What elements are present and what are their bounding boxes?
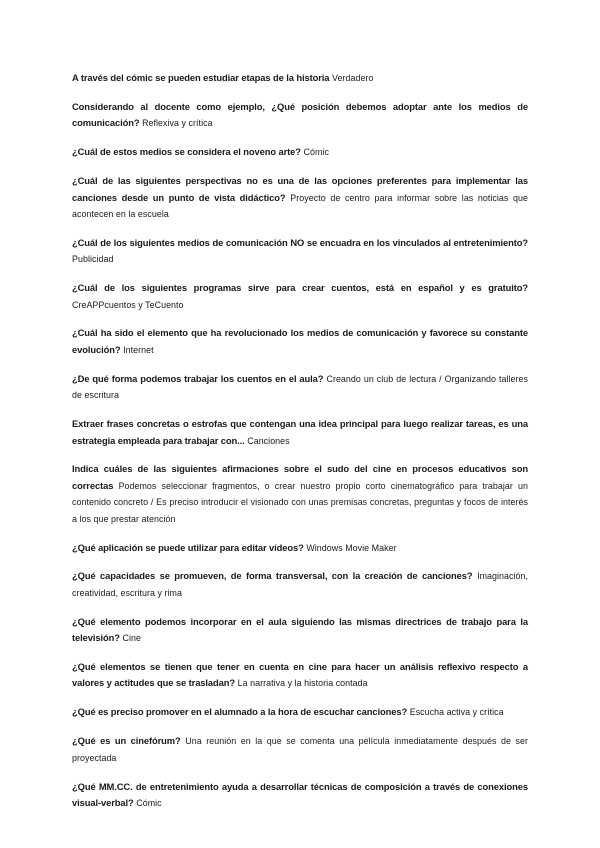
qa-item xyxy=(72,779,528,812)
answer-text: Windows Movie Maker xyxy=(306,542,397,553)
question-text: Extraer frases concretas o estrofas que contengan una idea principal para luego realizar tareas, es una estrategia empleada para trabajar con... xyxy=(72,418,528,446)
question-text: ¿Cuál de estos medios se considera el noveno arte? xyxy=(72,146,301,158)
qa-item xyxy=(72,325,528,358)
question-text: ¿Cuál de los siguientes medios de comunicación NO se encuadra en los vinculados al entretenimiento? xyxy=(72,236,528,248)
question-text: ¿Qué capacidades se promueven, de forma transversal, con la creación de canciones? xyxy=(72,570,473,582)
question-text: ¿De qué forma podemos trabajar los cuentos en el aula? xyxy=(72,372,324,384)
question-text: Considerando al docente como ejemplo, ¿Qué posición debemos adoptar ante los medios de comunicación? xyxy=(72,100,528,129)
question-text: ¿Qué MM.CC. de entretenimiento ayuda a desarrollar técnicas de composición a través de conexiones visual-verbal? xyxy=(72,780,528,808)
qa-item xyxy=(72,614,528,647)
question-text: ¿Cuál de las siguientes perspectivas no es una de las opciones preferentes para implementar las canciones desde un punto de vista didáctico? xyxy=(72,175,528,203)
question-text: ¿Cuál de los siguientes programas sirve para crear cuentos, está en español y es gratuito? xyxy=(72,282,528,294)
qa-item xyxy=(72,540,528,556)
question-text: Indica cuáles de las siguientes afirmaciones sobre el sudo del cine en procesos educativos son correctas xyxy=(72,463,528,491)
answer-text: Escucha activa y crítica xyxy=(409,707,504,718)
qa-item xyxy=(72,461,528,527)
qa-item xyxy=(72,70,528,86)
qa-item xyxy=(72,235,528,268)
answer-text: Cómic xyxy=(303,147,329,158)
qa-item xyxy=(72,280,528,313)
qa-item xyxy=(72,99,528,132)
answer-text: Podemos seleccionar fragmentos, o crear nuestro propio corto cinematográfico para trabajar un contenido concreto / Es preciso introducir el visionado con unas premisas concretas, preguntas y focos de interés a los que prestar atención xyxy=(72,480,528,524)
answer-text: Verdadero xyxy=(332,73,374,83)
question-text: ¿Qué es preciso promover en el alumnado a la hora de escuchar canciones? xyxy=(72,706,408,718)
qa-item xyxy=(72,371,528,404)
qa-item xyxy=(72,173,528,222)
answer-text: Imaginación, creatividad, escritura y rima xyxy=(72,571,528,598)
question-text: ¿Cuál ha sido el elemento que ha revolucionado los medios de comunicación y favorece su constante evolución? xyxy=(72,327,528,355)
answer-text: Reflexiva y crítica xyxy=(142,118,213,129)
qa-item xyxy=(72,144,528,160)
question-text: ¿Qué elementos se tienen que tener en cuenta en cine para hacer un análisis reflexivo respecto a valores y actitudes que se trasladan? xyxy=(72,661,528,689)
question-text: A través del cómic se pueden estudiar etapas de la historia xyxy=(72,72,330,83)
qa-item xyxy=(72,416,528,449)
answer-text: Creando un club de lectura / Organizando talleres de escritura xyxy=(72,373,529,401)
answer-text: Internet xyxy=(123,344,154,355)
answer-text: Proyecto de centro para informar sobre las noticias que acontecen en la escuela xyxy=(72,192,528,219)
answer-text: Cómic xyxy=(136,798,162,808)
question-text: ¿Qué aplicación se puede utilizar para editar vídeos? xyxy=(72,541,304,553)
answer-text: Publicidad xyxy=(72,254,114,265)
qa-item xyxy=(72,704,528,720)
question-text: ¿Qué es un cinefórum? xyxy=(72,735,181,747)
answer-text: Cine xyxy=(122,633,141,644)
answer-text: Canciones xyxy=(247,435,290,446)
qa-item xyxy=(72,659,528,692)
qa-item xyxy=(72,568,528,601)
question-text: ¿Qué elemento podemos incorporar en el aula siguiendo las mismas directrices de trabajo para la televisión? xyxy=(72,615,528,644)
answer-text: Una reunión en la que se comenta una película inmediatamente después de ser proyectada xyxy=(72,736,528,763)
answer-text: CreAPPcuentos y TeCuento xyxy=(72,299,184,310)
answer-text: La narrativa y la historia contada xyxy=(237,678,368,689)
qa-item xyxy=(72,733,528,766)
